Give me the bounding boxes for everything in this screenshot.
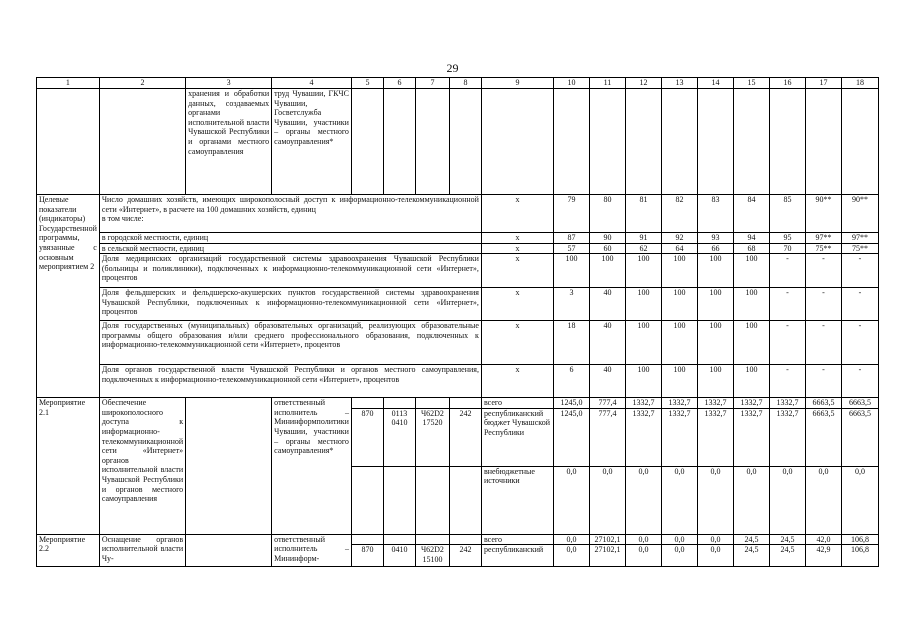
table-cell: 0,0 — [625, 545, 661, 567]
table-cell: 0,0 — [553, 545, 589, 567]
table-cell: 1332,7 — [661, 408, 697, 466]
table-cell: 100 — [625, 254, 661, 288]
table-cell: 42,9 — [805, 545, 841, 567]
table-cell: - — [805, 365, 841, 398]
table-cell — [415, 466, 449, 534]
measure-responsible: ответственный исполнитель – Мининформ- — [272, 534, 352, 567]
table-cell — [449, 398, 481, 409]
table-cell: Доля государственных (муниципальных) образовательных организаций, реализующих образовательные программы общего образования и/или среднего профессионального образования, подключенных к информационно-телекоммуникационной сети «Интернет», процентов — [99, 321, 481, 365]
table-cell: 0,0 — [661, 534, 697, 545]
table-cell: 75** — [841, 243, 878, 254]
table-cell: - — [841, 288, 878, 321]
col-num: 15 — [733, 78, 769, 89]
table-cell: 106,8 — [841, 545, 878, 567]
table-cell: 100 — [661, 365, 697, 398]
table-cell — [383, 398, 415, 409]
table-cell: 100 — [553, 254, 589, 288]
table-cell: Доля органов государственной власти Чувашской Республики и органов местного самоуправления, подключенных к информационно-телекоммуникационной сети «Интернет», процентов — [99, 365, 481, 398]
table-cell — [415, 89, 449, 195]
table-cell: 100 — [733, 254, 769, 288]
table-cell: 1245,0 — [553, 408, 589, 466]
table-cell: 1332,7 — [733, 408, 769, 466]
table-cell: 42,0 — [805, 534, 841, 545]
table-cell: в сельской местности, единиц — [99, 243, 481, 254]
table-cell — [383, 466, 415, 534]
table-cell: 1332,7 — [769, 408, 805, 466]
table-cell: республиканский бюджет Чувашской Республики — [481, 408, 553, 466]
table-cell: - — [841, 254, 878, 288]
table-cell: всего — [481, 534, 553, 545]
table-cell: 100 — [625, 288, 661, 321]
continuation-row — [37, 89, 879, 195]
table-cell: 79 — [553, 195, 589, 233]
table-cell — [99, 89, 185, 195]
table-cell: 27102,1 — [589, 534, 625, 545]
table-cell: Ч62D2 — [420, 545, 444, 555]
target-row — [37, 321, 879, 365]
table-cell: 0,0 — [805, 466, 841, 534]
table-cell: 777,4 — [589, 398, 625, 409]
table-cell: 64 — [661, 243, 697, 254]
table-cell — [186, 534, 272, 567]
table-cell: 97** — [805, 233, 841, 244]
table-cell — [625, 89, 661, 195]
table-cell: Доля фельдшерских и фельдшерско-акушерских пунктов государственной системы здравоохранения Чувашской Республики, подключенных к информационно-телекоммуникационной сети «Интернет», процентов — [99, 288, 481, 321]
table-cell — [415, 398, 449, 409]
table-cell: 83 — [697, 195, 733, 233]
table-cell: Доля медицинских организаций государственной системы здравоохранения Чувашской Республики (больницы и поликлиники), подключенных к информационно-телекоммуникационной сети «Интернет», процентов — [99, 254, 481, 288]
table-cell: 100 — [697, 321, 733, 365]
table-cell: - — [769, 365, 805, 398]
table-cell: 82 — [661, 195, 697, 233]
table-cell: 0,0 — [553, 466, 589, 534]
continued-responsible: труд Чувашии, ГКЧС Чувашии, Госветслужба Чувашии, участники – органы местного самоуправления* — [272, 89, 352, 195]
table-cell: 777,4 — [589, 408, 625, 466]
table-cell: 60 — [589, 243, 625, 254]
table-cell: 0,0 — [589, 466, 625, 534]
table-cell: 66 — [697, 243, 733, 254]
table-cell — [589, 89, 625, 195]
table-cell: 106,8 — [841, 534, 878, 545]
table-cell: в том числе: — [101, 214, 144, 224]
table-cell: 80 — [589, 195, 625, 233]
table-cell: 97** — [841, 233, 878, 244]
table-cell: 95 — [769, 233, 805, 244]
table-cell: 100 — [625, 321, 661, 365]
table-cell: 40 — [589, 321, 625, 365]
table-cell: x — [481, 233, 553, 244]
table-cell — [383, 89, 415, 195]
table-cell: 90** — [805, 195, 841, 233]
table-cell: - — [805, 321, 841, 365]
table-cell: Число домашних хозяйств, имеющих широкополосный доступ к информационно-телекоммуникационной сети «Интернет», в расчете на 100 домашних хозяйств, единиц — [101, 195, 479, 214]
col-num: 8 — [449, 78, 481, 89]
table-cell: x — [481, 321, 553, 365]
table-cell: x — [481, 365, 553, 398]
target-row — [37, 288, 879, 321]
table-cell: 0410 — [383, 545, 415, 567]
table-cell — [383, 534, 415, 545]
table-cell: 100 — [661, 321, 697, 365]
table-cell: 0,0 — [733, 466, 769, 534]
table-cell: 27102,1 — [589, 545, 625, 567]
col-num: 11 — [589, 78, 625, 89]
table-cell: 68 — [733, 243, 769, 254]
table-cell — [841, 89, 878, 195]
table-cell: всего — [481, 398, 553, 409]
table-cell: 85 — [769, 195, 805, 233]
col-num: 2 — [99, 78, 185, 89]
table-cell: 91 — [625, 233, 661, 244]
table-cell — [449, 89, 481, 195]
table-cell: 24,5 — [733, 545, 769, 567]
table-cell — [415, 534, 449, 545]
col-num: 1 — [37, 78, 100, 89]
table-cell: - — [841, 365, 878, 398]
table-cell: 62 — [625, 243, 661, 254]
col-num: 9 — [481, 78, 553, 89]
table-cell: 1332,7 — [769, 398, 805, 409]
table-cell: 3 — [553, 288, 589, 321]
col-num: 14 — [697, 78, 733, 89]
table-cell — [805, 89, 841, 195]
table-cell: в городской местности, единиц — [99, 233, 481, 244]
table-cell: 90 — [589, 233, 625, 244]
table-cell: 93 — [697, 233, 733, 244]
measure-label: Мероприятие 2.1 — [37, 398, 100, 535]
table-cell — [661, 89, 697, 195]
table-cell — [733, 89, 769, 195]
table-cell: 100 — [625, 365, 661, 398]
table-cell: - — [805, 254, 841, 288]
measure-label: Мероприятие 2.2 — [37, 534, 100, 567]
table-cell: 0,0 — [841, 466, 878, 534]
measure-2-1-total — [37, 398, 879, 409]
col-num: 12 — [625, 78, 661, 89]
measure-2-2-total — [37, 534, 879, 545]
table-cell: 1332,7 — [661, 398, 697, 409]
target-row — [37, 365, 879, 398]
col-num: 6 — [383, 78, 415, 89]
table-cell: 18 — [553, 321, 589, 365]
table-cell: 6663,5 — [805, 408, 841, 466]
table-cell: 0,0 — [661, 466, 697, 534]
measure-description: Обеспечение широкополосного доступа к информационно-телекоммуникационной сети «Интернет» органов исполнительной власти Чувашской Республики и органов местного самоуправления — [99, 398, 185, 535]
table-cell: 100 — [661, 288, 697, 321]
table-cell: 1332,7 — [733, 398, 769, 409]
table-cell: 6663,5 — [841, 408, 878, 466]
table-cell — [351, 89, 383, 195]
table-cell: республиканский — [481, 545, 553, 567]
table-cell — [351, 466, 383, 534]
table-cell: 6 — [553, 365, 589, 398]
table-cell: 100 — [733, 365, 769, 398]
table-cell: - — [769, 254, 805, 288]
table-cell: x — [481, 288, 553, 321]
table-cell: 870 — [351, 545, 383, 567]
targets-label: Целевые показатели (индикаторы) Государственной программы, увязанные с основным мероприятием 2 — [37, 195, 100, 398]
col-num: 18 — [841, 78, 878, 89]
table-cell: - — [769, 288, 805, 321]
table-cell: 100 — [733, 321, 769, 365]
continued-description: хранения и обработки данных, создаваемых органами исполнительной власти Чувашской Республики и органами местного самоуправления — [186, 89, 272, 195]
table-cell: 242 — [449, 545, 481, 567]
target-row — [37, 195, 879, 233]
table-cell: 0,0 — [697, 534, 733, 545]
table-cell: 100 — [589, 254, 625, 288]
table-cell: 1332,7 — [697, 408, 733, 466]
table-cell: 17520 — [422, 418, 443, 428]
table-cell: 1332,7 — [625, 408, 661, 466]
table-cell: 100 — [733, 288, 769, 321]
target-row — [37, 254, 879, 288]
table-cell: 94 — [733, 233, 769, 244]
measure-description: Оснащение органов исполнительной власти Чу- — [99, 534, 185, 567]
table-cell: 24,5 — [769, 545, 805, 567]
table-cell: 75** — [805, 243, 841, 254]
table-cell: 0,0 — [769, 466, 805, 534]
table-cell: Ч62D2 — [420, 408, 444, 418]
table-cell: 92 — [661, 233, 697, 244]
table-cell: 870 — [351, 408, 383, 466]
table-cell: 0113 — [391, 408, 408, 418]
col-num: 13 — [661, 78, 697, 89]
target-text — [99, 195, 481, 233]
table-cell — [351, 534, 383, 545]
table-cell: 40 — [589, 365, 625, 398]
target-row — [37, 243, 879, 254]
table-cell: 90** — [841, 195, 878, 233]
table-cell: - — [841, 321, 878, 365]
table-cell: 0,0 — [697, 466, 733, 534]
col-num: 7 — [415, 78, 449, 89]
table-cell: 100 — [697, 288, 733, 321]
table-cell: 100 — [697, 365, 733, 398]
col-num: 5 — [351, 78, 383, 89]
column-number-row — [37, 78, 879, 89]
table-cell: 0,0 — [661, 545, 697, 567]
table-cell: 70 — [769, 243, 805, 254]
table-cell: 100 — [697, 254, 733, 288]
table-cell: 0,0 — [625, 534, 661, 545]
table-cell — [481, 89, 553, 195]
table-cell — [449, 534, 481, 545]
table-cell: внебюджетные источники — [481, 466, 553, 534]
program-table — [36, 77, 879, 567]
table-cell: 24,5 — [769, 534, 805, 545]
table-cell: 1332,7 — [625, 398, 661, 409]
table-cell: 24,5 — [733, 534, 769, 545]
table-cell — [37, 89, 100, 195]
table-cell — [697, 89, 733, 195]
table-cell: 0,0 — [553, 534, 589, 545]
table-cell — [415, 408, 449, 466]
table-cell — [415, 545, 449, 567]
table-cell — [186, 398, 272, 535]
page-number: 29 — [446, 61, 459, 75]
table-cell: 6663,5 — [841, 398, 878, 409]
table-cell: 0410 — [391, 418, 408, 428]
table-cell — [449, 466, 481, 534]
col-num: 17 — [805, 78, 841, 89]
table-cell: 6663,5 — [805, 398, 841, 409]
measure-responsible: ответственный исполнитель – Мининформполитики Чувашии, участники – органы местного самоуправления* — [272, 398, 352, 535]
col-num: 3 — [186, 78, 272, 89]
table-cell: 84 — [733, 195, 769, 233]
table-cell: 0,0 — [697, 545, 733, 567]
table-cell: - — [805, 288, 841, 321]
table-cell: 15100 — [422, 554, 443, 564]
table-cell: 100 — [661, 254, 697, 288]
table-cell — [351, 398, 383, 409]
table-cell: x — [481, 243, 553, 254]
table-cell: x — [481, 195, 553, 233]
table-cell: 0,0 — [625, 466, 661, 534]
target-row — [37, 233, 879, 244]
table-cell: 81 — [625, 195, 661, 233]
col-num: 10 — [553, 78, 589, 89]
table-cell — [769, 89, 805, 195]
table-cell: 242 — [449, 408, 481, 466]
table-cell: - — [769, 321, 805, 365]
table-cell: 1245,0 — [553, 398, 589, 409]
table-cell — [383, 408, 415, 466]
col-num: 4 — [272, 78, 352, 89]
table-cell: 1332,7 — [697, 398, 733, 409]
table-cell: 87 — [553, 233, 589, 244]
table-cell — [553, 89, 589, 195]
table-cell: x — [481, 254, 553, 288]
table-cell: 40 — [589, 288, 625, 321]
table-cell: 57 — [553, 243, 589, 254]
col-num: 16 — [769, 78, 805, 89]
